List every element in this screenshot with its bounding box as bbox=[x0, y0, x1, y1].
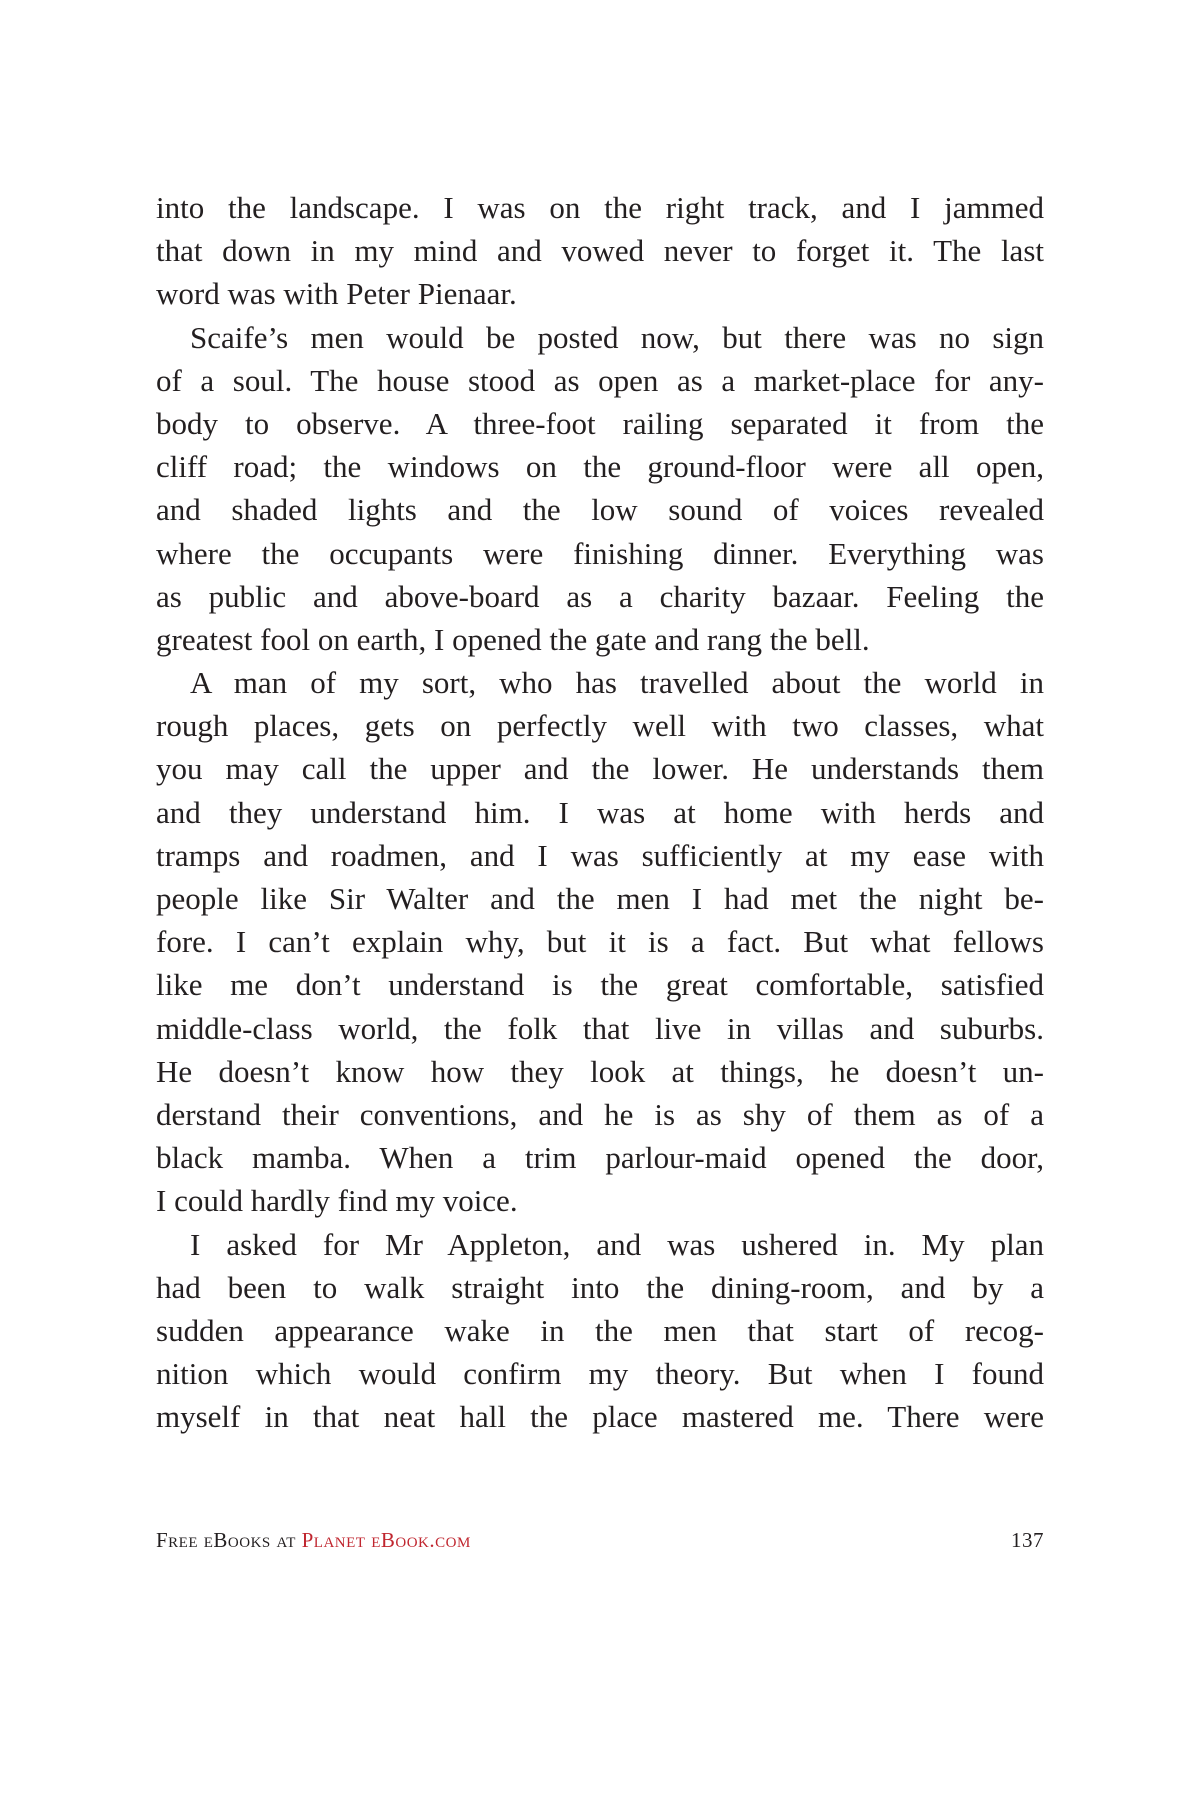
text-line: and they understand him. I was at home with herds and bbox=[156, 794, 1044, 830]
text-line: nition which would confirm my theory. But when I found bbox=[156, 1356, 1044, 1392]
text-line: cliff road; the windows on the ground-floor were all open, bbox=[156, 449, 1044, 485]
text-line: He doesn’t know how they look at things, he doesn’t un- bbox=[156, 1053, 1044, 1089]
paragraph bbox=[156, 316, 1044, 662]
text-line: Scaife’s men would be posted now, but there was no sign bbox=[190, 319, 1044, 355]
text-line: myself in that neat hall the place mastered me. There were bbox=[156, 1399, 1044, 1435]
text-line: that down in my mind and vowed never to forget it. The last bbox=[156, 233, 1044, 269]
page-body bbox=[156, 186, 1044, 1438]
text-line: and shaded lights and the low sound of voices revealed bbox=[156, 492, 1044, 528]
footer-credit bbox=[156, 1528, 471, 1553]
paragraph bbox=[156, 186, 1044, 316]
text-line: fore. I can’t explain why, but it is a fact. But what fellows bbox=[156, 924, 1044, 960]
text-line: of a soul. The house stood as open as a market-place for any- bbox=[156, 362, 1044, 398]
page-number: 137 bbox=[1011, 1528, 1044, 1552]
text-line: had been to walk straight into the dining-room, and by a bbox=[156, 1269, 1044, 1305]
text-line: tramps and roadmen, and I was sufficiently at my ease with bbox=[156, 837, 1044, 873]
text-line: derstand their conventions, and he is as shy of them as of a bbox=[156, 1096, 1044, 1132]
text-line: word was with Peter Pienaar. bbox=[156, 276, 517, 312]
text-line: A man of my sort, who has travelled about the world in bbox=[190, 665, 1044, 701]
footer-brand-link[interactable]: Planet eBook.com bbox=[301, 1528, 471, 1552]
text-line: body to observe. A three-foot railing separated it from the bbox=[156, 405, 1044, 441]
text-line: middle-class world, the folk that live in villas and suburbs. bbox=[156, 1010, 1044, 1046]
text-line: I could hardly find my voice. bbox=[156, 1183, 518, 1219]
text-line: you may call the upper and the lower. He understands them bbox=[156, 751, 1044, 787]
page-footer bbox=[156, 1528, 1044, 1553]
paragraph bbox=[156, 661, 1044, 1222]
text-line: where the occupants were finishing dinner. Everything was bbox=[156, 535, 1044, 571]
text-line: as public and above-board as a charity bazaar. Feeling the bbox=[156, 578, 1044, 614]
text-line: rough places, gets on perfectly well with two classes, what bbox=[156, 708, 1044, 744]
text-line: like me don’t understand is the great comfortable, satisfied bbox=[156, 967, 1044, 1003]
footer-prefix: Free eBooks at bbox=[156, 1528, 296, 1552]
text-line: I asked for Mr Appleton, and was ushered in. My plan bbox=[190, 1226, 1044, 1262]
text-line: sudden appearance wake in the men that start of recog- bbox=[156, 1312, 1044, 1348]
text-line: black mamba. When a trim parlour-maid opened the door, bbox=[156, 1140, 1044, 1176]
text-line: greatest fool on earth, I opened the gate and rang the bell. bbox=[156, 621, 870, 657]
text-line: people like Sir Walter and the men I had met the night be- bbox=[156, 881, 1044, 916]
text-line: into the landscape. I was on the right track, and I jammed bbox=[156, 190, 1044, 225]
paragraph bbox=[156, 1223, 1044, 1439]
